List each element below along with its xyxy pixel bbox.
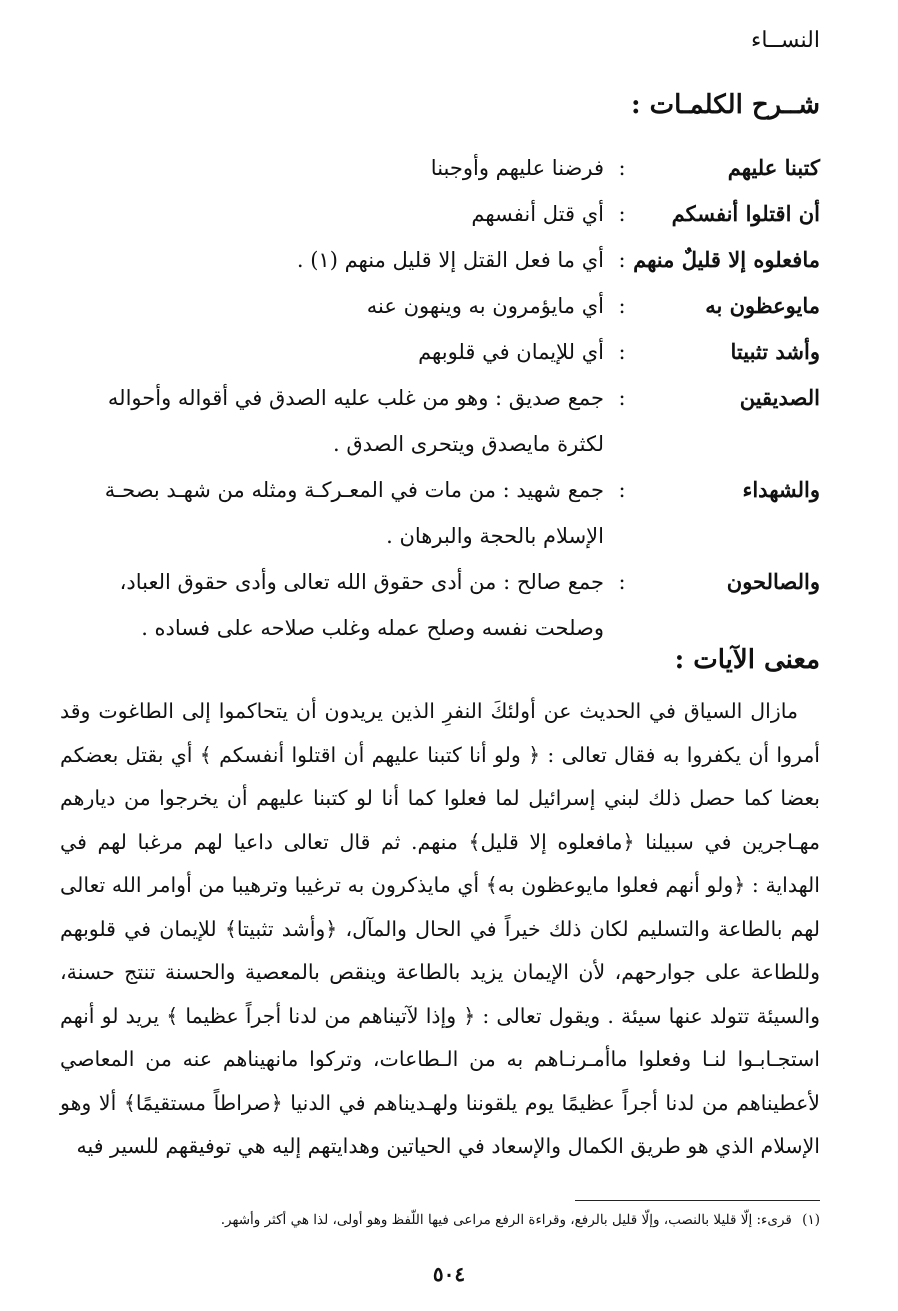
vocab-term: وأشد تثبيتا (730, 339, 820, 364)
vocab-row (60, 191, 820, 237)
footnote-marker: (١) (802, 1212, 820, 1228)
vocab-separator: : (618, 202, 626, 226)
vocab-term: أن اقتلوا أنفسكم (671, 201, 820, 226)
vocab-row (60, 559, 820, 651)
vocab-definition: أي للإيمان في قلوبهم (418, 340, 604, 364)
vocab-separator: : (618, 294, 626, 318)
vocab-definition: أي مايؤمرون به وينهون عنه (366, 294, 604, 318)
vocab-term: مافعلوه إلا قليلٌ منهم (633, 247, 820, 272)
vocab-term: كتبنا عليهم (727, 155, 820, 180)
footnote (60, 1209, 820, 1231)
vocab-list (60, 145, 820, 651)
vocab-row (60, 237, 820, 283)
vocab-separator: : (618, 570, 626, 594)
vocab-definition: أي ما فعل القتل إلا قليل منهم (١) . (296, 248, 604, 272)
meaning-section-title: معنى الآيات : (674, 645, 820, 675)
meaning-paragraph: مازال السياق في الحديث عن أولئكَ النفرِ الذين يريدون أن يتحاكموا إلى الطاغوت وقد أمروا أن يكفروا به فقال تعالى : ﴿ ولو أنا كتبنا عليهم أن اقتلوا أنفسكم ﴾ أي بقتل بعضكم بعضا كما حصل ذلك لبني إسرائيل لما فعلوا كما أنا لو كتبنا عليهم أن يخرجوا من ديارهم مهـاجرين في سبيلنا ﴿مافعلوه إلا قليل﴾ منهم. ثم قال تعالى داعيا لهم مرغبا لهم في الهداية : ﴿ولو أنهم فعلوا مايوعظون به﴾ أي مايذكرون به ترغيبا وترهيبا من أوامر الله تعالى لهم بالطاعة والتسليم لكان ذلك خيراً في الحال والمآل، ﴿وأشد تثبيتا﴾ للإيمان في قلوبهم وللطاعة على جوارحهم، لأن الإيمان يزيد بالطاعة وينقص بالمعصية والحسنة تنتج حسنة، والسيئة تتولد عنها سيئة . ويقول تعالى : ﴿ وإذا لآتيناهم من لدنا أجراً عظيما ﴾ يريد لو أنهم استجـابـوا لنـا وفعلوا ماأمـرنـاهم به من الـطاعات، وتركوا مانهيناهم عنه من المعاصي لأعطيناهم من لدنا أجراً عظيمًا يوم يلقوننا ولهـديناهم في الدنيا ﴿صراطاً مستقيمًا﴾ ألا وهو الإسلام الذي هو طريق الكمال والإسعاد في الحياتين وهدايتهم إليه هي توفيقهم للسير فيه (60, 699, 820, 1158)
vocab-definition: جمع صالح : من أدى حقوق الله تعالى وأدى حقوق العباد، وصلحت نفسه وصلح عمله وغلب صلاحه على فساده . (119, 570, 604, 640)
vocab-row (60, 467, 820, 559)
footnote-divider (575, 1200, 820, 1201)
vocab-row (60, 329, 820, 375)
footnote-text: قرىء: إلّا قليلا بالنصب، وإلّا قليل بالرفع، وقراءة الرفع مراعى فيها اللّفظ وهو أولى، لذا هي أكثر وأشهر. (220, 1212, 792, 1228)
vocab-term: والشهداء (742, 477, 820, 502)
vocab-row (60, 375, 820, 467)
page-number: ٥٠٤ (432, 1262, 466, 1286)
vocab-row (60, 283, 820, 329)
vocab-term: مايوعظون به (705, 293, 820, 318)
vocab-definition: جمع صديق : وهو من غلب عليه الصدق في أقواله وأحواله لكثرة مايصدق ويتحرى الصدق . (107, 386, 604, 456)
vocab-term: والصالحون (726, 569, 820, 594)
vocab-definition: جمع شهيد : من مات في المعـركـة ومثله من شهـد بصحـة الإسلام بالحجة والبرهان . (104, 478, 604, 548)
vocab-separator: : (618, 156, 626, 180)
page-header-surah: النســاء (750, 28, 820, 53)
vocab-definition: أي قتل أنفسهم (471, 202, 604, 226)
vocab-row (60, 145, 820, 191)
vocab-separator: : (618, 248, 626, 272)
vocab-separator: : (618, 478, 626, 502)
vocab-separator: : (618, 386, 626, 410)
vocab-term: الصديقين (739, 385, 820, 410)
vocab-section-title: شــرح الكلمـات : (630, 90, 820, 120)
vocab-definition: فرضنا عليهم وأوجبنا (430, 156, 604, 180)
vocab-separator: : (618, 340, 626, 364)
